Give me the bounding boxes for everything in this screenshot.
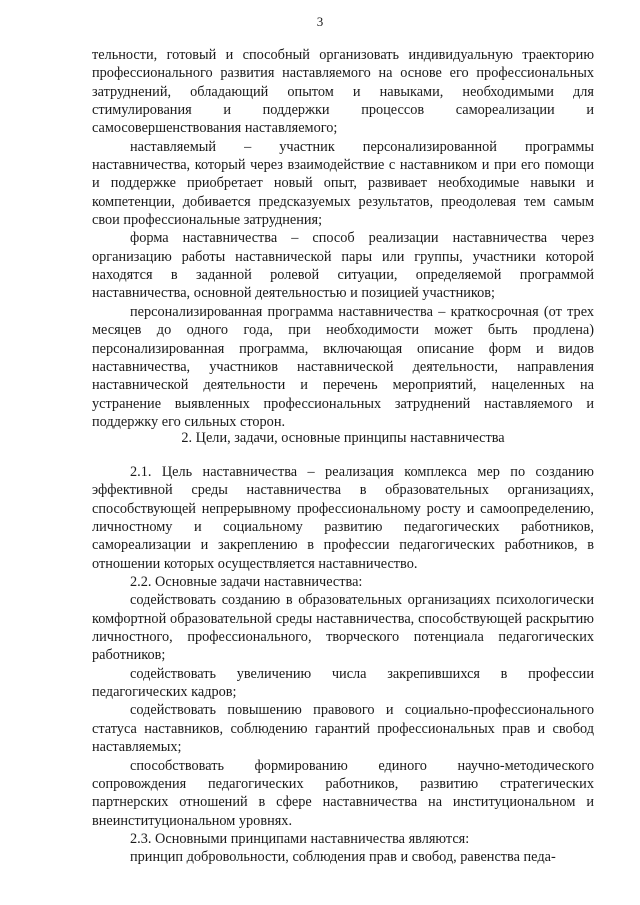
paragraph-task-retention: содействовать увеличению числа закрепившихся в профессии педагогических кадров; — [92, 665, 594, 701]
paragraph-goal: 2.1. Цель наставничества – реализация комплекса мер по созданию эффективной среды наставничества в образовательных организациях, способствующей непрерывному профессиональному росту и самоопределению, личностному и социальному развитию педагогических работников, самореализации и закреплению в профессии педагогических работников, в отношении которых осуществляется наставничество. — [92, 464, 594, 572]
paragraph-mentee-definition: наставляемый – участник персонализированной программы наставничества, который через взаимодействие с наставником и при его помощи и поддержке приобретает новый опыт, развивает необходимые навыки и компетенции, добивается предсказуемых результатов, преодолевая тем самым свои профессиональные затруднения; — [92, 138, 594, 229]
paragraph-task-status: содействовать повышению правового и социально-профессионального статуса наставников, соблюдению гарантий профессиональных прав и свобод наставляемых; — [92, 702, 594, 756]
paragraph-personalized-program-definition: персонализированная программа наставничества – краткосрочная (от трех месяцев до одного года, при необходимости может быть продлена) персонализированная программа, включающая описание форм и видов наставничества, участников наставнической деятельности, направления наставнической деятельности и перечень мероприятий, нацеленных на устранение выявленных профессиональных затруднений наставляемого и поддержку его сильных сторон. — [92, 303, 594, 430]
page-number: 3 — [316, 14, 324, 29]
paragraph-principle-voluntariness: принцип добровольности, соблюдения прав и свобод, равенства педа- — [130, 849, 556, 866]
paragraph-tasks-heading: 2.2. Основные задачи наставничества: — [130, 574, 363, 591]
section-heading: 2. Цели, задачи, основные принципы наставничества — [181, 430, 505, 446]
goals-block — [92, 463, 594, 867]
paragraph-mentor-definition-continued: тельности, готовый и способный организовать индивидуальную траекторию профессионального развития наставляемого на основе его профессиональных затруднений, обладающий опытом и навыками, необходимыми для стимулирования и поддержки процессов самореализации и самосовершенствования наставляемого; — [92, 47, 594, 137]
definitions-block — [92, 46, 594, 431]
paragraph-task-methodology: способствовать формированию единого научно-методического сопровождения педагогических работников, развитию стратегических партнерских отношений в сфере наставничества на институциональном и внеинституциональном уровнях. — [92, 757, 594, 829]
paragraph-principles-heading: 2.3. Основными принципами наставничества являются: — [130, 830, 470, 847]
paragraph-task-environment: содействовать созданию в образовательных организациях психологически комфортной образовательной среды наставничества, способствующей раскрытию личностного, профессионального, творческого потенциала педагогических работников; — [92, 592, 594, 664]
paragraph-mentoring-form-definition: форма наставничества – способ реализации наставничества через организацию работы наставнической пары или группы, участники которой находятся в заданной ролевой ситуации, определяемой программой наставничества, основной деятельностью и позицией участников; — [92, 230, 594, 302]
